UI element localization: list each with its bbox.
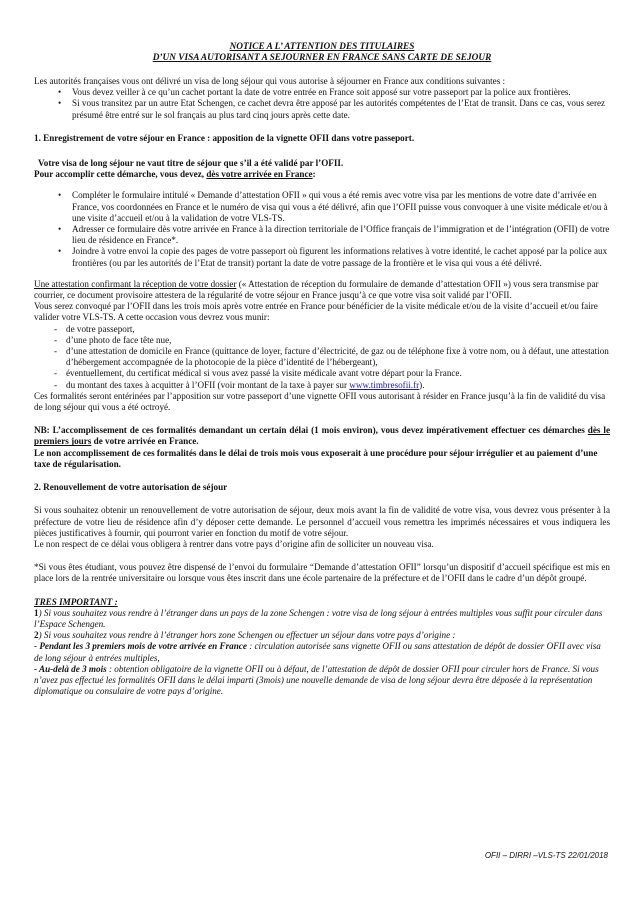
item-text: ) Si vous souhaitez vous rendre à l’étranger dans un pays de la zone Schengen : votre visa de long séjour à entrées multiples vous suffit pour circuler dans l’Espace Schengen.: [34, 607, 603, 629]
nb-underlined: dès le premiers jours: [34, 425, 610, 447]
section2-warning: Le non respect de ce délai vous obligera à rentrer dans votre pays d’origine afin de solliciter un nouveau visa.: [34, 538, 434, 549]
item-text: : obtention obligatoire de la vignette OFII ou à défaut, de l’attestation de dépôt de dossier OFII pour circuler hors de France. Si vous n’avez pas effectué les formalités OFII dans le délai imparti (3mois) une nouvelle demande de visa de long séjour devra être déposée à la représentation diplomatique ou consulaire de votre pays d’origine.: [34, 663, 599, 697]
section1-bullet: • Joindre à votre envoi la copie des pages de votre passeport où figurent les informations relatives à votre identité, le cachet apposé par la police aux frontières (ou par les autorités de l’Etat de transit) portant la date de votre passage de la frontière et le visa qui vous a été délivré.: [34, 246, 610, 268]
important-item-3: [34, 641, 610, 663]
item-text: : circulation autorisée sans vignette OFII ou sans attestation de dépôt de dossier OFII avec visa de long séjour à entrées multiples,: [34, 641, 601, 663]
document-item: - d’une photo de face tête nue,: [34, 335, 610, 346]
important-item-4: [34, 664, 610, 698]
taxes-text: du montant des taxes à acquitter à l’OFII (voir montant de la taxe à payer sur: [66, 379, 350, 390]
important-label: TRES IMPORTANT :: [34, 596, 118, 607]
student-note: *Si vous êtes étudiant, vous pouvez être dispensé de l’envoi du formulaire “Demande d’attestation OFII” lorsqu’un dispositif d’accueil spécifique est mis en place lors de la rentrée universitaire ou lorsque vous êtes inscrit dans une école partenaire de la préfecture et de l’OFII dans le cadre d’un dépôt groupé.: [34, 562, 610, 584]
timbresofii-link[interactable]: www.timbresofii.fr: [349, 379, 420, 390]
section1-heading: 1. Enregistrement de votre séjour en France : apposition de la vignette OFII dans votre passeport.: [34, 132, 415, 143]
formalites-paragraph: Ces formalités seront entérinées par l’apposition sur votre passeport d’une vignette OFII vous autorisant à résider en France jusqu’à la fin de validité du visa de long séjour qui vous a été octroyé.: [34, 390, 606, 413]
intro-bullet-list: [34, 87, 610, 121]
intro-paragraph: Les autorités françaises vous ont délivré un visa de long séjour qui vous autorise à séjourner en France aux conditions suivantes :: [34, 76, 506, 86]
footer-reference: OFII – DIRRI –VLS-TS 22/01/2018: [484, 851, 608, 860]
nb-text: NB: L’accomplissement de ces formalités demandant un certain délai (1 mois environ), vous devez impérativement effectuer ces démarches: [34, 425, 588, 436]
document-item: - éventuellement, du certificat médical si vous avez passé la visite médicale avant votre départ pour la France.: [34, 368, 610, 379]
section1-instruction: [34, 169, 610, 180]
item-bold: - Au-delà de 3 mois: [34, 663, 107, 674]
section1-bullet-list: [34, 190, 610, 268]
attestation-paragraph: [34, 279, 610, 301]
taxes-text-end: ).: [419, 379, 425, 390]
document-item-taxes: [34, 380, 610, 391]
section2-paragraph: Si vous souhaitez obtenir un renouvellement de votre autorisation de séjour, deux mois avant la fin de validité de votre visa, vous devrez vous présenter à la préfecture de votre lieu de résidence afin d’y déposer cette demande. Le personnel d’accueil vous remettra les imprimés nécessaires et vous indiquera les pièces justificatives à fournir, qui pourront varier en fonction du motif de votre séjour.: [34, 505, 610, 538]
attestation-text: (« Attestation de réception du formulaire de demande d’attestation OFII ») vous sera transmise par courrier, ce document provisoire attestera de la régularité de votre séjour en France jusqu’à ce que votre visa soit validé par l’OFII.: [34, 278, 599, 301]
item-number: 2: [34, 630, 39, 641]
intro-bullet: • Si vous transitez par un autre Etat Schengen, ce cachet devra être apposé par les autorités compétentes de l’Etat de transit. Dans ce cas, vous serez présumé être entré sur le sol français au plus tard cinq jours après cette date.: [34, 98, 610, 120]
documents-dash-list: [34, 324, 610, 391]
item-text: ) Si vous souhaitez vous rendre à l’étranger hors zone Schengen ou effectuer un séjour dans votre pays d’origine :: [38, 630, 456, 641]
document-item: - d’une attestation de domicile en France (quittance de loyer, facture d’électricité, de gaz ou de téléphone fixe à votre nom, ou à défaut, une attestation d’hébergement accompagnée de la photocopie de la pièce d’identité de l’hébergeant),: [34, 346, 610, 368]
item-bold: - Pendant les 3 premiers mois de votre arrivée en France: [34, 641, 247, 652]
instruction-text: Pour accomplir cette démarche, vous devez,: [34, 169, 207, 180]
instruction-colon: :: [312, 169, 316, 180]
item-number: 1: [34, 607, 39, 618]
document-title-line1: NOTICE A L’ ATTENTION DES TITULAIRES: [229, 42, 415, 52]
section1-bullet: • Compléter le formulaire intitulé « Demande d’attestation OFII » qui vous a été remis avec votre visa par les mentions de votre date d’arrivée en France, vos coordonnées en France et le numéro de visa qui vous a été délivré, afin que l’OFII puisse vous convoquer à une visite médicale et/ou à une visite d’accueil et/ou à la validation de votre VLS-TS.: [34, 190, 610, 224]
nb-warning: Le non accomplissement de ces formalités dans le délai de trois mois vous exposerait à une procédure pour séjour irrégulier et au paiement d’une taxe de régularisation.: [34, 447, 598, 469]
important-item-1: [34, 608, 610, 630]
intro-bullet: • Vous devez veiller à ce qu’un cachet portant la date de votre entrée en France soit apposé sur votre passeport par la police aux frontières.: [34, 87, 610, 98]
document-item: - de votre passeport,: [34, 324, 610, 335]
section1-bullet: • Adresser ce formulaire dès votre arrivée en France à la direction territoriale de l’Office français de l’immigration et de l’intégration (OFII) de votre lieu de résidence en France*.: [34, 224, 610, 246]
nb-paragraph: [34, 425, 610, 447]
document-title-line2: D’UN VISA AUTORISANT A SEJOURNER EN FRANCE SANS CARTE DE SEJOUR: [152, 53, 492, 63]
attestation-underlined: Une attestation confirmant la réception de votre dossier: [34, 278, 237, 289]
convocation-paragraph: Vous serez convoqué par l’OFII dans les trois mois après votre entrée en France pour bénéficier de la visite médicale et/ou de la visite d’accueil et/ou faire valider votre VLS-TS. A cette occasion vous devrez vous munir:: [34, 301, 598, 323]
section2-heading: 2. Renouvellement de votre autorisation de séjour: [34, 482, 228, 493]
section1-bold-statement: Votre visa de long séjour ne vaut titre de séjour que s’il a été validé par l’OFII.: [38, 158, 344, 169]
instruction-underlined: dès votre arrivée en France: [206, 169, 313, 180]
nb-text-end: de votre arrivée en France.: [91, 436, 199, 447]
important-item-2: [34, 630, 610, 641]
